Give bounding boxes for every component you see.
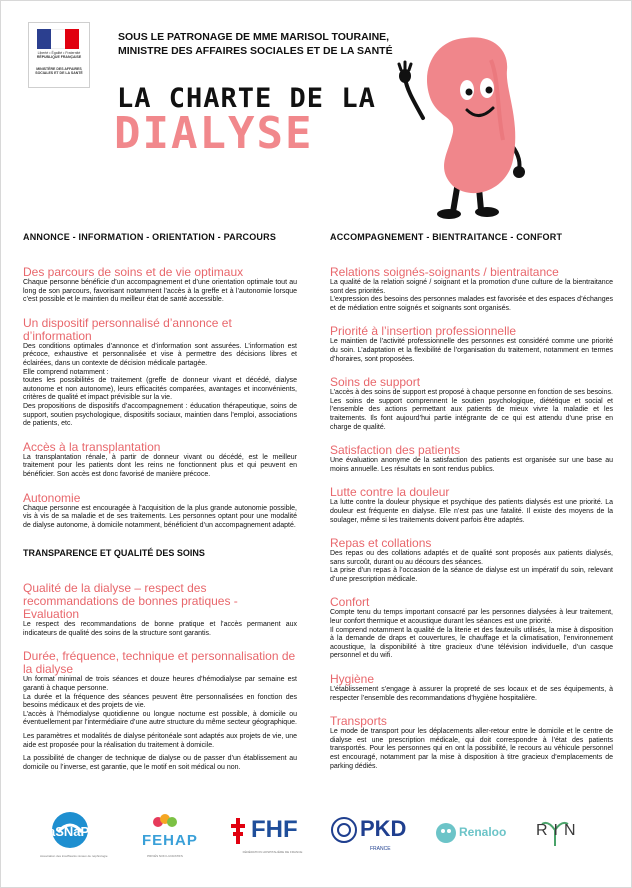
section-text: Une évaluation anonyme de la satisfaction des patients est organisée sur une base au moins annuelle. Les résultats en sont rendus publics. bbox=[330, 457, 613, 473]
section-heading-accompagnement: ACCOMPAGNEMENT - BIENTRAITANCE - CONFORT bbox=[330, 232, 563, 242]
flag-red bbox=[65, 29, 79, 49]
kidney-mascot-illustration bbox=[395, 20, 535, 220]
patronage-line-1: SOUS LE PATRONAGE DE MME MARISOL TOURAINE, bbox=[118, 31, 390, 43]
rin-name: RIN bbox=[536, 822, 582, 839]
flag-white bbox=[51, 29, 65, 49]
pkd-name: PKD bbox=[360, 816, 407, 841]
flag-blue bbox=[37, 29, 51, 49]
section-text: L’expression des besoins des personnes malades est favorisée et des espaces d’échanges et de médiation entre soignés et soignants sont organisés. bbox=[330, 296, 613, 312]
section-title: Transports bbox=[330, 714, 387, 729]
fhf-logo bbox=[225, 810, 320, 866]
section-text: La durée et la fréquence des séances peuvent être personnalisées en fonction des besoins médicaux et des projets de vie. bbox=[23, 693, 297, 710]
section-title: Un dispositif personnalisé d’annonce et d’information bbox=[23, 315, 232, 343]
section-annonce bbox=[23, 317, 297, 429]
section-title: Durée, fréquence, technique et personnalisation de la dialyse bbox=[23, 649, 296, 677]
section-text: L’établissement s’engage à assurer la propreté de ses locaux et de ses équipements, à respecter l’ensemble des recommandations d’hygiène hospitalière. bbox=[330, 686, 613, 702]
fehap-icon bbox=[150, 812, 180, 832]
section-title: Accès à la transplantation bbox=[23, 439, 161, 454]
section-parcours bbox=[23, 266, 297, 305]
section-text: Les soins de support comprennent le soutien psychologique, diététique et social et l’ensemble des actions permettant aux patients de mieux vivre la maladie et les traitements. Ils font aujourd’hui partie intégrante de ce qui est attendu d’une prise en charge de qualité. bbox=[330, 397, 613, 431]
pkd-logo bbox=[330, 810, 425, 866]
section-title: Des parcours de soins et de vie optimaux bbox=[23, 265, 244, 279]
section-text: Le respect des recommandations de bonne pratique et l’accès permanent aux indicateurs de qualité des soins de la structure sont garantis. bbox=[23, 621, 297, 637]
rin-logo bbox=[530, 810, 590, 866]
section-title: Confort bbox=[330, 595, 370, 610]
section-title: Relations soignés-soignants / bientraitance bbox=[330, 265, 559, 279]
patronage-line-2: MINISTRE DES AFFAIRES SOCIALES ET DE LA SANTÉ bbox=[118, 45, 393, 57]
section-text: Compte tenu du temps important consacré par les personnes dialysées à leur traitement, leur confort thermique et acoustique durant les séances est une priorité. bbox=[330, 609, 613, 626]
fhf-sub: FÉDÉRATION HOSPITALIÈRE DE FRANCE bbox=[242, 850, 303, 854]
section-satisfaction bbox=[330, 444, 613, 474]
left-column bbox=[23, 228, 297, 784]
section-text: Des repas ou des collations adaptés et de qualité sont proposés aux patients dialysés, sans surcoût, durant ou au décours des séances. bbox=[330, 550, 613, 566]
asnap-sub: Association des insuffisants rénaux de néphrologie bbox=[40, 854, 108, 858]
section-soins-support bbox=[330, 376, 613, 432]
section-text: La possibilité de changer de technique de dialyse ou de passer d’un établissement au domicile ou l’inverse, est garantie, que le motif en soit médical ou non. bbox=[23, 755, 297, 771]
renaloo-logo bbox=[435, 810, 515, 866]
section-title: Lutte contre la douleur bbox=[330, 485, 450, 500]
section-autonomie bbox=[23, 492, 297, 531]
right-column bbox=[330, 228, 613, 783]
section-text: Elle comprend notamment : bbox=[23, 368, 109, 376]
asnap-name: aSNaP bbox=[48, 824, 90, 839]
section-text: Des conditions optimales d’annonce et d’information sont assurées. L’information est précoce, exhaustive et personnalisée et vise à permettre des décisions libres et éclairées, dans un contexte de décision médicale partagée. bbox=[23, 342, 297, 367]
section-text: Chaque personne bénéficie d’un accompagnement et d’une orientation optimale tout au long de son parcours, favorisant notamment l’accès à la greffe et à l’autonomie lorsque c’est possible et le maintien du meilleur état de santé accessible. bbox=[23, 279, 297, 304]
renaloo-icon bbox=[435, 822, 457, 844]
section-duree bbox=[23, 650, 297, 772]
section-transplantation bbox=[23, 441, 297, 480]
pkd-sub: FRANCE bbox=[370, 846, 391, 852]
section-transports bbox=[330, 715, 613, 771]
section-text: Un format minimal de trois séances et douze heures d’hémodialyse par semaine est garanti à chaque personne. bbox=[23, 676, 297, 693]
section-title: Hygiène bbox=[330, 672, 375, 687]
section-text: La transplantation rénale, à partir de donneur vivant ou décédé, est le meilleur traitement pour les patients dont les reins ne fonctionnent plus et qui peuvent en bénéficier. Son accès est donc favorisé de manière précoce. bbox=[23, 453, 297, 478]
section-text: La prise d’un repas à l’occasion de la séance de dialyse est un impératif du soin, relevant d’une prescription médicale. bbox=[330, 567, 613, 583]
fhf-name: FHF bbox=[251, 816, 298, 843]
section-text: Le mode de transport pour les déplacements aller-retour entre le domicile et le centre de dialyse est une prescription médicale, qui doit correspondre à l’état des patients transportés. Pour les personnes qui en ont la possibilité, le recours au véhicule personnel est encouragé, notamment par la mise à disposition à titre gracieux d’emplacements de parking dédiés. bbox=[330, 728, 613, 770]
fehap-name: FEHAP bbox=[142, 832, 198, 849]
section-text: La lutte contre la douleur physique et psychique des patients dialysés est une priorité. La douleur est fréquente en dialyse. Elle n’est pas une fatalité. Il existe des moyens de la soulager, même si les traitements doivent parfois être adaptés. bbox=[330, 499, 613, 524]
section-text: La qualité de la relation soigné / soignant et la promotion d’une culture de la bientraitance sont des priorités. bbox=[330, 279, 613, 295]
rf-motto-text: Liberté • Égalité • Fraternité bbox=[37, 51, 81, 55]
section-text: L’accès à l’hémodialyse quotidienne ou longue nocturne est possible, à domicile ou éventuellement par l’intermédiaire d’une autre structure du même secteur géographique. bbox=[23, 710, 297, 727]
title-line-1: LA CHARTE DE LA bbox=[117, 83, 376, 114]
section-text: Les paramètres et modalités de dialyse péritonéale sont adaptés aux projets de vie, une aide est proposée pour la réalisation du traitement à domicile. bbox=[23, 733, 297, 749]
rf-motto bbox=[31, 51, 87, 59]
section-title: Qualité de la dialyse – respect des recommandations de bonnes pratiques - Evaluation bbox=[23, 581, 238, 622]
section-heading-annonce: ANNONCE - INFORMATION - ORIENTATION - PARCOURS bbox=[23, 232, 277, 242]
section-title: Soins de support bbox=[330, 375, 421, 390]
rf-republic-text: RÉPUBLIQUE FRANÇAISE bbox=[36, 55, 82, 59]
partner-logos bbox=[40, 810, 600, 870]
flag-icon bbox=[37, 29, 79, 49]
section-text: Chaque personne est encouragée à l’acquisition de la plus grande autonomie possible, vis à vis de sa maladie et de ses traitements. Les personnes optant pour une modalité de dialyse autonome, à domicile notamment, bénéficient d’un accompagnement adapté. bbox=[23, 504, 297, 529]
asnap-logo bbox=[40, 810, 110, 866]
section-text: Il comprend notamment la qualité de la literie et des fauteuils utilisés, la mise à disposition à la demande de draps et couvertures, le chauffage et la climatisation, l’environnement acoustique, la disponibilité à titre gracieux d’une télévision individuelle, d’un casque personnel et du wifi. bbox=[330, 626, 613, 660]
section-repas bbox=[330, 537, 613, 584]
renaloo-name: Renaloo bbox=[459, 825, 507, 839]
section-hygiene bbox=[330, 673, 613, 703]
section-insertion bbox=[330, 325, 613, 364]
section-text: toutes les possibilités de traitement (greffe de donneur vivant et décédé, dialyse autonome et non autonome), leurs efficacités comparées, avantages et inconvénients, critères de qualité et impact prévisible sur la vie. bbox=[23, 377, 297, 402]
section-title: Autonomie bbox=[23, 490, 81, 505]
section-title: Satisfaction des patients bbox=[330, 443, 461, 458]
rf-ministry: MINISTÈRE DES AFFAIRES SOCIALES ET DE LA SANTÉ bbox=[35, 67, 83, 75]
section-title: Priorité à l’insertion professionnelle bbox=[330, 324, 517, 339]
section-qualite bbox=[23, 582, 297, 638]
fehap-logo bbox=[120, 810, 210, 866]
section-text: Des propositions de dispositifs d’accompagnement : éducation thérapeutique, soins de support, soutien psychologique, dispositifs sociaux, maintien dans l’emploi, associations de patients, etc. bbox=[23, 402, 297, 428]
republique-francaise-logo bbox=[28, 22, 90, 88]
pkd-icon bbox=[330, 816, 358, 844]
section-title: Repas et collations bbox=[330, 536, 432, 551]
fehap-sub: PRIVÉS NON LUCRATIFS bbox=[147, 854, 183, 858]
section-relations bbox=[330, 266, 613, 313]
section-heading-transparence: TRANSPARENCE ET QUALITÉ DES SOINS bbox=[23, 548, 205, 559]
fhf-icon bbox=[227, 816, 249, 846]
section-text: Le maintien de l’activité professionnelle des personnes est considéré comme une priorité du soin. L’adaptation et la flexibilité de l’organisation du traitement, notamment en termes d’horaires, sont proposées. bbox=[330, 338, 613, 363]
section-douleur bbox=[330, 486, 613, 525]
section-text: L’accès à des soins de support est proposé à chaque personne en fonction de ses besoins. bbox=[330, 389, 613, 397]
title-line-2: DIALYSE bbox=[114, 108, 314, 159]
patronage-text bbox=[118, 30, 393, 58]
section-confort bbox=[330, 596, 613, 661]
